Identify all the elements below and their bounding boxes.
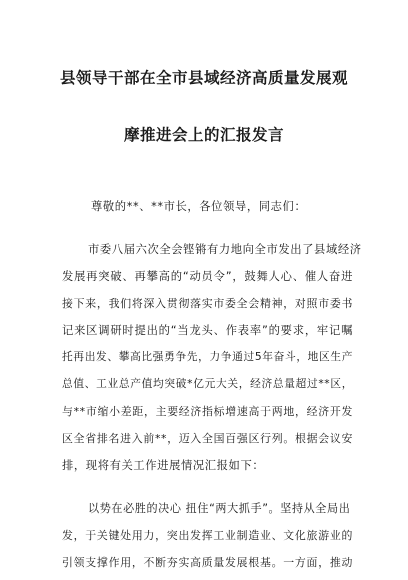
- document-title-line-1: 县领导干部在全市县域经济高质量发展观: [59, 69, 348, 87]
- paragraph-1-line-3: 接下来，我们将深入贯彻落实市委全会精神，对照市委书: [62, 297, 353, 310]
- document-title-line-2: 摩推进会上的汇报发言: [123, 126, 284, 144]
- paragraph-2-line-1: 以势在必胜的决心 扭住“两大抓手”。坚持从全局出: [88, 502, 351, 515]
- paragraph-1-line-1: 市委八届六次全会铿锵有力地向全市发出了县域经济: [88, 243, 362, 256]
- paragraph-1-line-5: 托再出发、攀高比强勇争先，力争通过5年奋斗，地区生产: [62, 350, 353, 363]
- salutation: 尊敬的**、**市长，各位领导，同志们：: [91, 200, 307, 213]
- paragraph-2-line-3: 引领支撑作用，不断夯实高质量发展根基。一方面，推动: [62, 556, 353, 569]
- paragraph-1-line-4: 记来区调研时提出的“当龙头、作表率”的要求，牢记嘱: [62, 324, 353, 337]
- paragraph-2-line-2: 发，于关键处用力，突出发挥工业制造业、文化旅游业的: [62, 529, 353, 542]
- paragraph-1-line-6: 总值、工业总产值均突破*亿元大关，经济总量超过**区，: [62, 377, 353, 390]
- paragraph-1-line-2: 发展再突破、再攀高的“动员令”，鼓舞人心、催人奋进: [62, 270, 353, 283]
- paragraph-1-line-7: 与**市缩小差距，主要经济指标增速高于两地，经济开发: [62, 405, 353, 418]
- paragraph-1-line-9: 排，现将有关工作进展情况汇报如下：: [62, 459, 265, 472]
- paragraph-1-line-8: 区全省排名进入前**，迈入全国百强区行列。根据会议安: [62, 432, 353, 445]
